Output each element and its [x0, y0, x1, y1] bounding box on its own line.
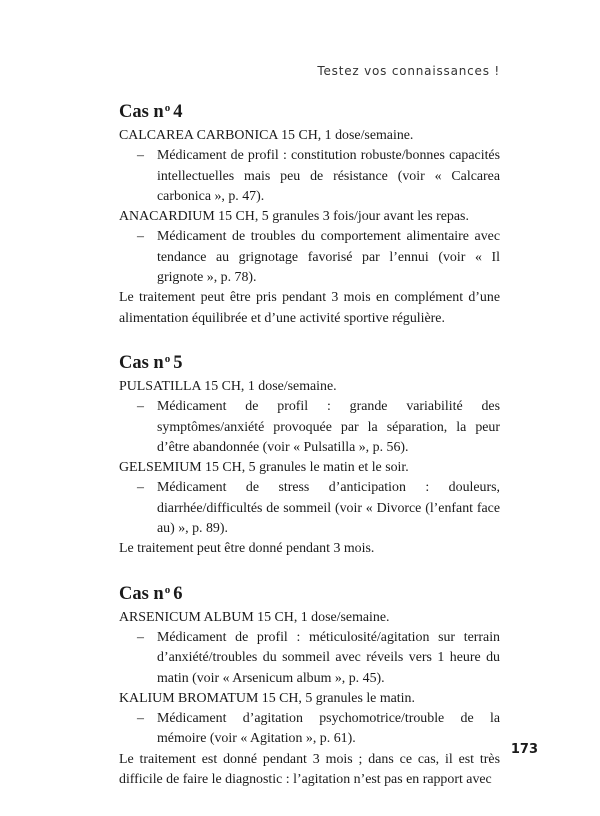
- case-section-6: [119, 578, 500, 791]
- remedy-note: – Médicament de profil : méticulosité/agitation sur terrain d’anxiété/troubles du sommeil avec réveils vers 1 heure du matin (voir « Arsenicum album », p. 45).: [137, 629, 500, 686]
- dash-marker: –: [137, 229, 144, 245]
- remedy-line: KALIUM BROMATUM 15 CH, 5 granules le matin.: [119, 690, 415, 706]
- remedy-note: – Médicament de troubles du comportement alimentaire avec tendance au grignotage favorisé par l’ennui (voir « Il grignote », p. 78).: [137, 229, 500, 286]
- dash-marker: –: [137, 629, 144, 645]
- remedy-line: GELSEMIUM 15 CH, 5 granules le matin et le soir.: [119, 460, 409, 476]
- case-section-4: [119, 96, 500, 329]
- treatment-conclusion: Le traitement est donné pendant 3 mois ; dans ce cas, il est très difficile de faire le diagnostic : l’agitation n’est pas en rapport avec: [119, 751, 500, 788]
- treatment-conclusion: Le traitement peut être pris pendant 3 mois en complément d’une alimentation équilibrée et d’une activité sportive régulière.: [119, 290, 500, 326]
- dash-marker: –: [137, 148, 144, 164]
- dash-marker: –: [137, 480, 144, 496]
- remedy-note: – Médicament de profil : grande variabilité des symptômes/anxiété provoquée par la séparation, la peur d’être abandonnée (voir « Pulsatilla », p. 56).: [137, 399, 500, 455]
- case-title: Cas $n^o$ 5: [119, 352, 183, 373]
- remedy-note: – Médicament de profil : constitution robuste/bonnes capacités intellectuelles mais peu de résistance (voir « Calcarea carbonica », p. 47).: [137, 148, 500, 204]
- remedy-note: – Médicament d’agitation psychomotrice/trouble de la mémoire (voir « Agitation », p. 61).: [137, 711, 500, 747]
- remedy-line: CALCAREA CARBONICA 15 CH, 1 dose/semaine.: [119, 128, 414, 143]
- remedy-note: – Médicament de stress d’anticipation : douleurs, diarrhée/difficultés de sommeil (voir « Divorce (l’enfant face au) », p. 89).: [137, 480, 500, 537]
- dash-marker: –: [137, 711, 144, 727]
- case-title: Cas $n^o$ 6: [119, 583, 183, 604]
- remedy-line: ANACARDIUM 15 CH, 5 granules 3 fois/jour avant les repas.: [119, 209, 469, 225]
- remedy-line: PULSATILLA 15 CH, 1 dose/semaine.: [119, 378, 337, 394]
- case-section-5: [119, 347, 500, 560]
- case-title: Cas $n^o$ 4: [119, 102, 183, 122]
- treatment-conclusion: Le traitement peut être donné pendant 3 mois.: [119, 541, 375, 557]
- remedy-line: ARSENICUM ALBUM 15 CH, 1 dose/semaine.: [119, 609, 390, 625]
- dash-marker: –: [137, 399, 144, 415]
- page-number: 173: [510, 742, 538, 757]
- running-header: Testez vos connaissances !: [317, 64, 500, 78]
- page-content: [119, 96, 500, 790]
